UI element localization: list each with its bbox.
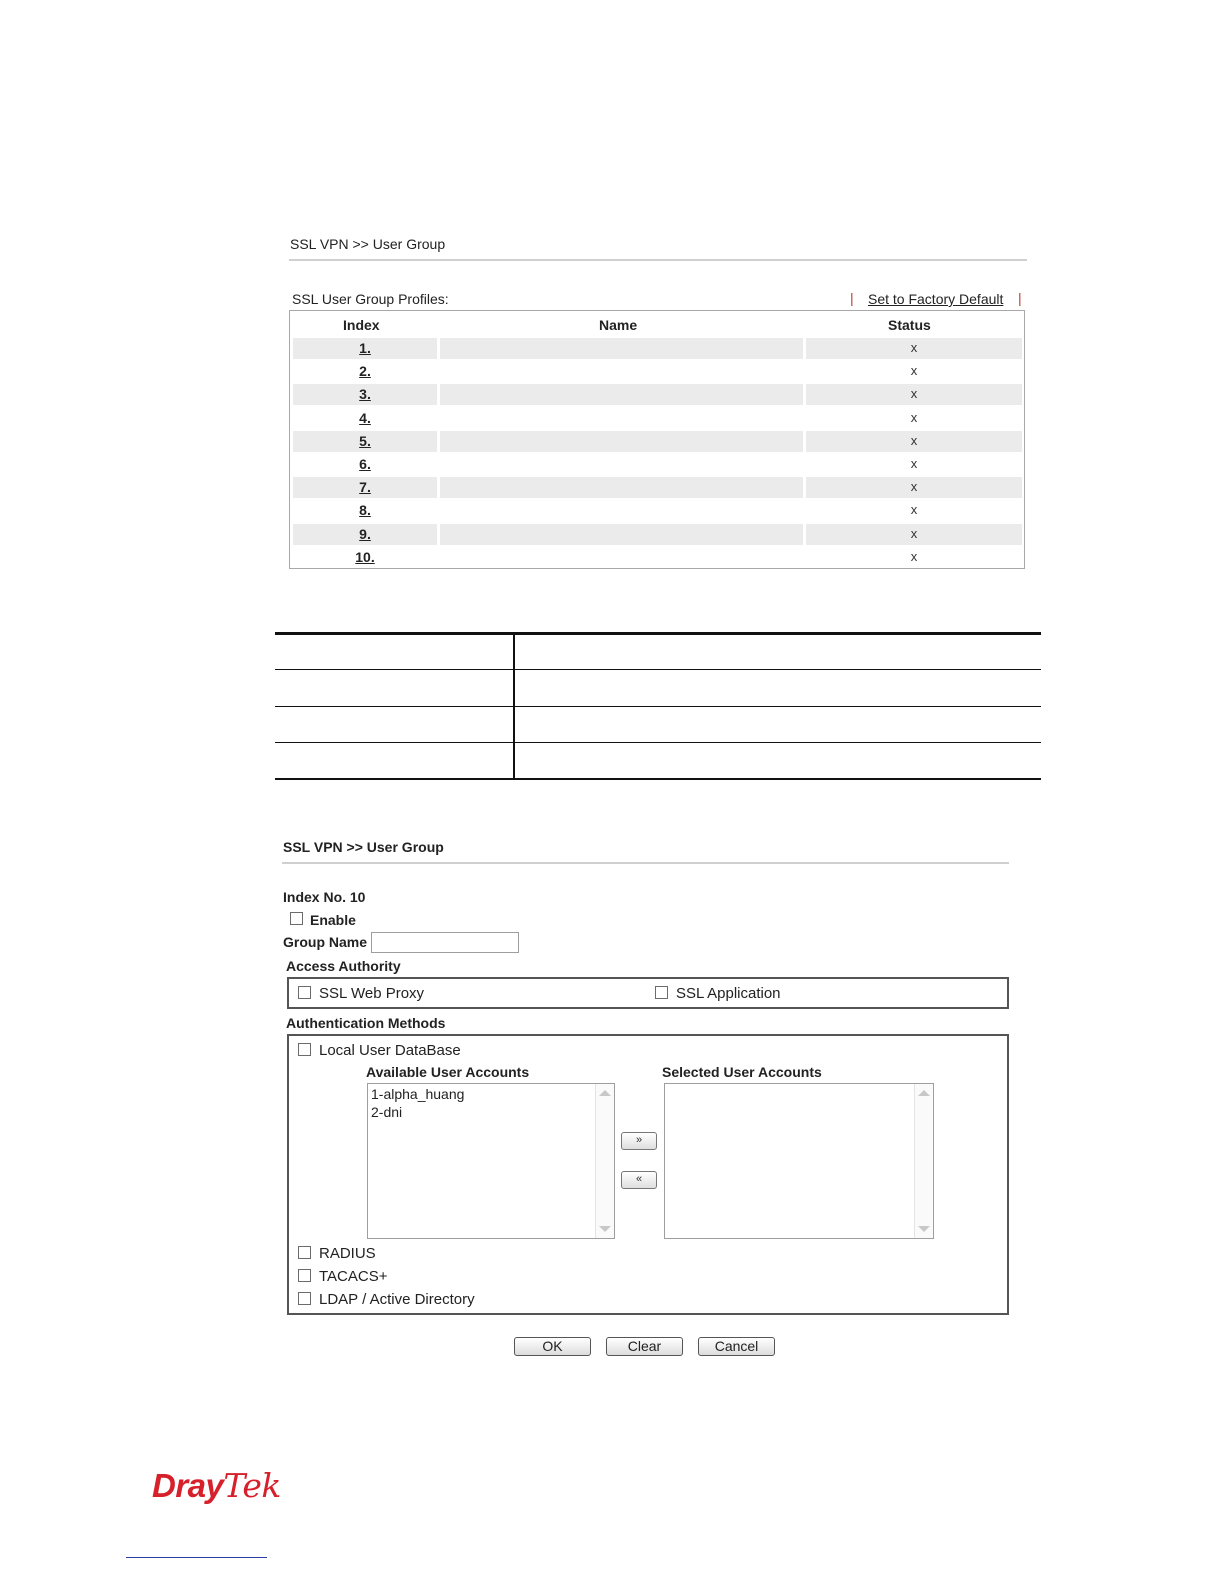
table-row [293,500,1022,521]
status-cell [806,454,1022,475]
scrollbar[interactable] [914,1084,933,1238]
footer-rule [126,1557,267,1558]
status-value: x [910,525,918,541]
table-row [293,408,1022,429]
index-cell [293,408,437,429]
available-accounts-title: Available User Accounts [366,1064,530,1080]
status-cell [806,408,1022,429]
index-link[interactable]: 9. [359,525,371,542]
ok-button[interactable]: OK [514,1337,591,1356]
ssl-web-proxy-checkbox[interactable] [298,986,311,999]
table-row [293,477,1022,498]
index-link[interactable]: 10. [355,548,375,565]
table-row [293,338,1022,359]
factory-default-link[interactable]: Set to Factory Default [868,291,1004,307]
edit-divider [282,862,1009,864]
status-value: x [910,456,918,471]
index-link[interactable]: 6. [359,456,371,472]
edit-breadcrumb: SSL VPN >> User Group [283,839,444,855]
index-cell [293,431,437,452]
clear-button[interactable]: Clear [606,1337,683,1356]
ssl-web-proxy-label: SSL Web Proxy [319,985,425,1002]
status-cell [806,431,1022,452]
local-user-db-label: Local User DataBase [319,1042,461,1059]
list-item[interactable]: 1-alpha_huang [371,1086,465,1102]
status-cell [806,338,1022,359]
desc-table-rule [275,669,1041,670]
index-cell [293,361,437,382]
index-link[interactable]: 2. [359,363,371,380]
name-cell [440,408,803,429]
index-cell [293,384,437,405]
index-cell [293,524,437,545]
desc-table-top-rule [275,632,1041,635]
index-link[interactable]: 5. [359,432,371,449]
status-cell [806,524,1022,545]
group-name-input[interactable] [371,932,519,953]
enable-checkbox[interactable] [290,912,303,925]
col-index-header: Index [343,317,380,333]
available-accounts-list[interactable] [367,1083,615,1239]
index-cell [293,500,437,521]
status-value: x [910,548,918,564]
radius-label: RADIUS [319,1245,376,1262]
logo-dray: Dray [152,1467,224,1504]
status-value: x [910,502,918,518]
index-link[interactable]: 3. [359,386,371,403]
name-cell [440,454,803,475]
status-value: x [910,340,918,355]
status-value: x [910,432,918,448]
status-cell [806,477,1022,498]
index-number: Index No. 10 [283,889,366,905]
profiles-label: SSL User Group Profiles: [292,291,449,307]
scrollbar[interactable] [595,1084,614,1238]
list-divider [289,259,1027,261]
ldap-checkbox[interactable] [298,1292,311,1305]
status-value: x [910,409,918,425]
scroll-up-icon[interactable] [599,1090,611,1096]
index-cell [293,547,437,568]
status-value: x [910,479,918,495]
status-cell [806,361,1022,382]
ssl-application-checkbox[interactable] [655,986,668,999]
logo-tek: Tek [223,1466,281,1505]
separator-left: | [850,290,854,306]
selected-accounts-title: Selected User Accounts [662,1064,822,1080]
table-row [293,384,1022,405]
list-breadcrumb: SSL VPN >> User Group [290,236,446,252]
scroll-up-icon[interactable] [918,1090,930,1096]
desc-table-bottom-rule [275,778,1041,780]
scroll-down-icon[interactable] [599,1226,611,1232]
name-cell [440,338,803,359]
name-cell [440,477,803,498]
col-status-header: Status [888,317,931,333]
auth-methods-box [287,1034,1009,1315]
status-value: x [910,386,918,402]
name-cell [440,361,803,382]
ldap-label: LDAP / Active Directory [319,1291,475,1308]
tacacs-label: TACACS+ [319,1268,388,1285]
status-cell [806,500,1022,521]
name-cell [440,547,803,568]
status-value: x [910,363,918,379]
access-authority-title: Access Authority [286,958,401,974]
status-cell [806,384,1022,405]
table-row [293,454,1022,475]
separator-right: | [1018,290,1022,306]
selected-accounts-list[interactable] [664,1083,934,1239]
ssl-application-label: SSL Application [676,985,781,1002]
auth-methods-title: Authentication Methods [286,1015,446,1031]
index-link[interactable]: 8. [359,502,371,519]
tacacs-checkbox[interactable] [298,1269,311,1282]
access-authority-box [287,977,1009,1009]
table-row [293,361,1022,382]
name-cell [440,431,803,452]
profiles-table [289,310,1025,569]
col-name-header: Name [599,317,638,333]
index-link[interactable]: 4. [359,409,371,426]
desc-table-rule [275,742,1041,743]
cancel-button[interactable]: Cancel [698,1337,775,1356]
add-account-button[interactable]: » [621,1132,657,1150]
table-row [293,547,1022,568]
enable-label: Enable [310,912,356,928]
radius-checkbox[interactable] [298,1246,311,1259]
list-item[interactable]: 2-dni [371,1104,403,1120]
index-cell [293,454,437,475]
name-cell [440,500,803,521]
draytek-logo [152,1466,281,1505]
index-cell [293,338,437,359]
remove-account-button[interactable]: « [621,1171,657,1189]
desc-table-column-divider [513,633,515,779]
desc-table-rule [275,706,1041,707]
scroll-down-icon[interactable] [918,1226,930,1232]
name-cell [440,524,803,545]
group-name-label: Group Name [283,934,368,950]
table-row [293,524,1022,545]
table-row [293,431,1022,452]
status-cell [806,547,1022,568]
index-cell [293,477,437,498]
index-link[interactable]: 7. [359,479,371,496]
index-link[interactable]: 1. [359,340,371,356]
name-cell [440,384,803,405]
local-user-db-checkbox[interactable] [298,1043,311,1056]
